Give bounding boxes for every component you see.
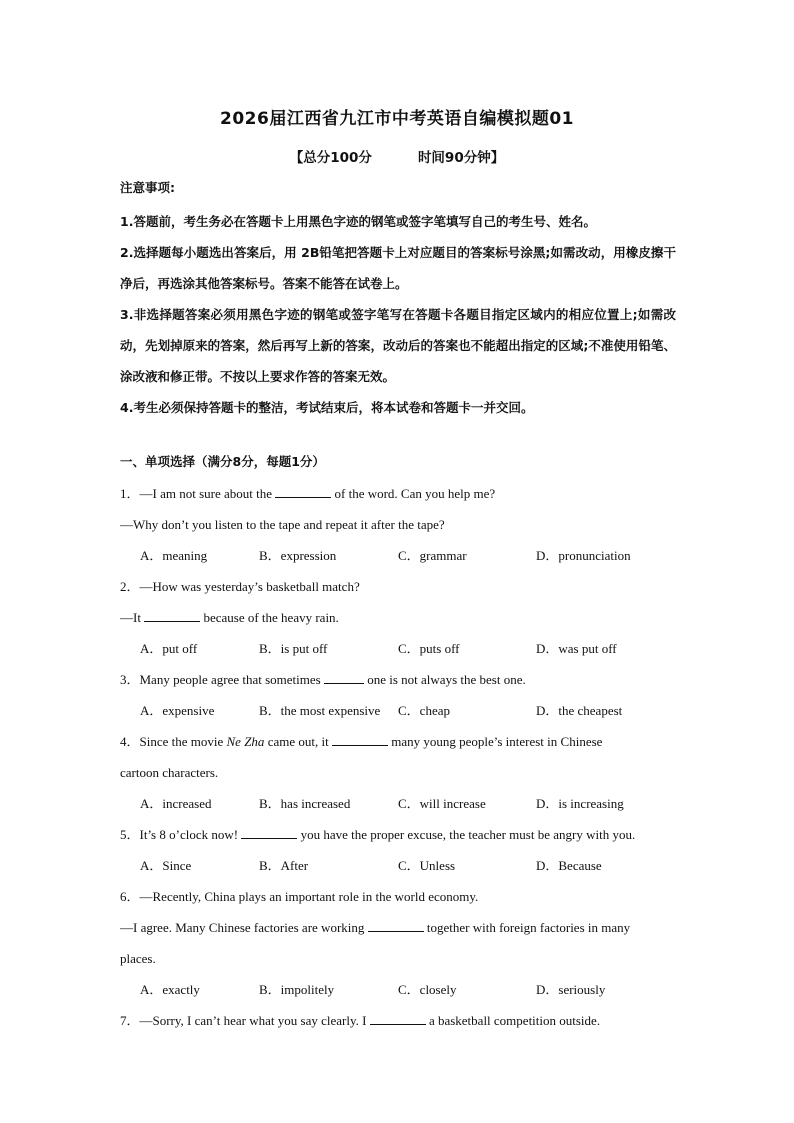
question-6-options: [120, 974, 680, 1005]
note-item: 2.选择题每小题选出答案后，用 2B铅笔把答题卡上对应题目的答案标号涂黑;如需改动，用橡皮擦干净后，再选涂其他答案标号。答案不能答在试卷上。: [120, 245, 676, 291]
option-a[interactable]: A．exactly: [140, 982, 200, 997]
option-d[interactable]: D．the cheapest: [536, 703, 623, 718]
option-c[interactable]: C．grammar: [398, 548, 467, 563]
question-1-reply: —Why don’t you listen to the tape and repeat it after the tape?: [120, 517, 445, 532]
question-4-cont: cartoon characters.: [120, 765, 219, 780]
answer-blank: [275, 485, 331, 498]
option-d[interactable]: D．is increasing: [536, 796, 624, 811]
question-2-options: [120, 633, 680, 664]
option-b[interactable]: B．After: [259, 858, 309, 873]
question-6: 6．—Recently, China plays an important role in the world economy.: [120, 889, 479, 904]
section-heading: 一、单项选择（满分8分，每题1分）: [120, 454, 325, 469]
option-a[interactable]: A．Since: [140, 858, 192, 873]
option-a[interactable]: A．put off: [140, 641, 198, 656]
option-d[interactable]: D．was put off: [536, 641, 617, 656]
exam-subtitle: [0, 146, 794, 166]
note-item: 3.非选择题答案必须用黑色字迹的钢笔或签字笔写在答题卡各题目指定区域内的相应位置上;如需改动，先划掉原来的答案，然后再写上新的答案，改动后的答案也不能超出指定的区域;不准使用铅笔、涂改液和修正带。不按以上要求作答的答案无效。: [120, 307, 676, 384]
question-7: 7．—Sorry, I can’t hear what you say clearly. I a basketball competition outside.: [120, 1013, 601, 1028]
option-b[interactable]: B．is put off: [259, 641, 328, 656]
question-2-reply: —It because of the heavy rain.: [120, 610, 339, 625]
option-b[interactable]: B．has increased: [259, 796, 351, 811]
answer-blank: [144, 609, 200, 622]
note-item: 4.考生必须保持答题卡的整洁，考试结束后，将本试卷和答题卡一并交回。: [120, 400, 534, 415]
option-a[interactable]: A．increased: [140, 796, 212, 811]
question-3-options: [120, 695, 680, 726]
answer-blank: [324, 671, 364, 684]
question-4: 4．Since the movie Ne Zha came out, it many young people’s interest in Chinese: [120, 734, 603, 749]
option-b[interactable]: B．impolitely: [259, 982, 335, 997]
option-a[interactable]: A．expensive: [140, 703, 215, 718]
notes-heading: 注意事项:: [120, 180, 175, 195]
question-6-reply: —I agree. Many Chinese factories are working together with foreign factories in many: [120, 920, 631, 935]
question-1-options: [120, 540, 680, 571]
option-d[interactable]: D．seriously: [536, 982, 606, 997]
question-2: 2．—How was yesterday’s basketball match?: [120, 579, 360, 594]
option-c[interactable]: C．puts off: [398, 641, 460, 656]
total-score: 【总分100分: [289, 150, 372, 166]
question-3: 3．Many people agree that sometimes one is not always the best one.: [120, 672, 526, 687]
question-5: 5．It’s 8 o’clock now! you have the proper excuse, the teacher must be angry with you.: [120, 827, 636, 842]
answer-blank: [368, 919, 424, 932]
question-6-cont: places.: [120, 951, 156, 966]
question-5-options: [120, 850, 680, 881]
notes-list: [120, 206, 676, 423]
answer-blank: [370, 1012, 426, 1025]
note-item: 1.答题前，考生务必在答题卡上用黑色字迹的钢笔或签字笔填写自己的考生号、姓名。: [120, 214, 596, 229]
option-c[interactable]: C．Unless: [398, 858, 456, 873]
question-1: 1．—I am not sure about the of the word. Can you help me?: [120, 486, 496, 501]
option-a[interactable]: A．meaning: [140, 548, 208, 563]
question-4-options: [120, 788, 680, 819]
option-b[interactable]: B．the most expensive: [259, 703, 381, 718]
exam-time: 时间90分钟】: [417, 150, 505, 166]
option-b[interactable]: B．expression: [259, 548, 337, 563]
option-c[interactable]: C．cheap: [398, 703, 450, 718]
answer-blank: [241, 826, 297, 839]
answer-blank: [332, 733, 388, 746]
option-d[interactable]: D．pronunciation: [536, 548, 631, 563]
page-title: 2026届江西省九江市中考英语自编模拟题01: [220, 109, 574, 129]
option-c[interactable]: C．will increase: [398, 796, 486, 811]
question-list: [120, 478, 680, 1036]
option-c[interactable]: C．closely: [398, 982, 457, 997]
option-d[interactable]: D．Because: [536, 858, 602, 873]
